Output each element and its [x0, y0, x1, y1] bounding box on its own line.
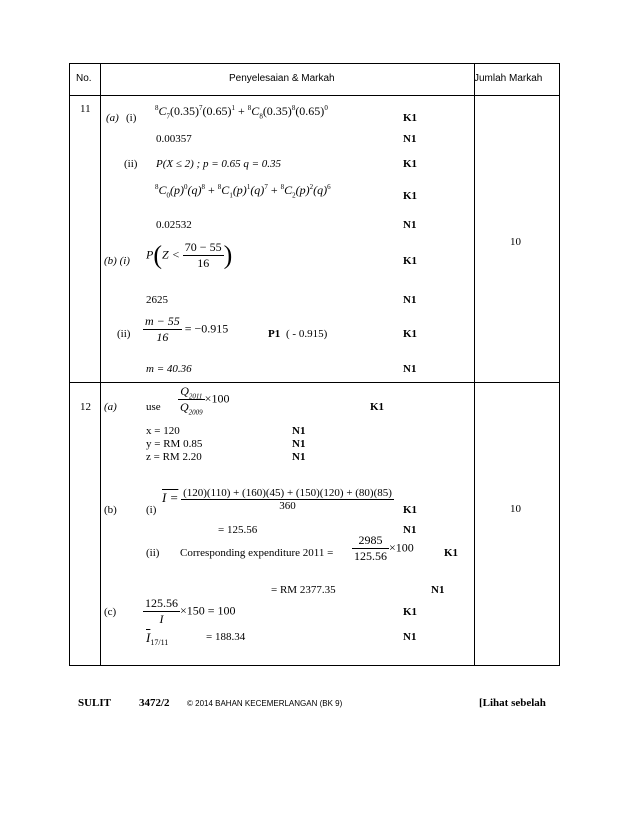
- q12-b-i-answer-mark: N1: [403, 524, 417, 536]
- q11-b-ii-p1-note: ( - 0.915): [286, 328, 328, 340]
- q11-a-ii-terms: $^8C_0(p)^0(q)^8 + ^8C_1(p)^1(q)^7 + ^8C_2(p)^2(q)^6$: [155, 183, 331, 200]
- q12-c-mark: K1: [403, 606, 418, 618]
- q12-a-index-formula: $\frac{Q_{2011}}{Q_{2009}}$ ×100: [180, 384, 230, 417]
- footer-sulit: SULIT: [78, 697, 112, 709]
- footer-paper-code: 3472/2: [139, 697, 170, 709]
- q11-no-cell: [70, 96, 101, 383]
- header-total: Jumlah Markah: [474, 73, 543, 84]
- q11-b-i-answer: 2625: [146, 294, 168, 306]
- q12-b-i-label: (i): [146, 504, 157, 516]
- q11-b-ii-p1-mark: P1: [268, 328, 281, 340]
- q12-a-mark: K1: [370, 401, 385, 413]
- q11-b-ii-answer-mark: N1: [403, 363, 417, 375]
- q11-number: 11: [80, 103, 91, 115]
- q12-b-i-answer: = 125.56: [218, 524, 258, 536]
- q11-a-i-answer: 0.00357: [156, 133, 192, 145]
- q12-c-answer: = 188.34: [206, 631, 246, 643]
- q12-c-label: (c): [104, 606, 117, 618]
- q11-a-label: (a): [106, 112, 119, 124]
- header-solution: Penyelesaian & Markah: [229, 73, 335, 84]
- footer-next-page: [Lihat sebelah: [479, 697, 546, 709]
- q12-b-i-expression: I = $\frac{(120)(110) + (160)(45) + (150)(120) + (80)(85)}{360}$: [162, 487, 392, 512]
- q12-c-answer-mark: N1: [403, 631, 417, 643]
- q12-a-z: z = RM 2.20: [146, 451, 202, 463]
- q12-a-use: use: [146, 401, 161, 413]
- q12-a-z-mark: N1: [292, 451, 306, 463]
- q11-a-i-answer-mark: N1: [403, 133, 417, 145]
- q11-a-i-label: (i): [126, 112, 137, 124]
- header-no: No.: [76, 73, 92, 84]
- q11-b-ii-answer: m = 40.36: [146, 363, 192, 375]
- q12-no-cell: [70, 383, 101, 666]
- q12-a-y-mark: N1: [292, 438, 306, 450]
- q11-a-ii-answer-mark: N1: [403, 219, 417, 231]
- q12-number: 12: [80, 401, 91, 413]
- marking-scheme-table: [69, 63, 560, 666]
- q11-a-ii-expression: P(X ≤ 2) ; p = 0.65 q = 0.35: [156, 158, 282, 170]
- q12-b-ii-fraction: $\frac{2985}{125.56}$ ×100: [354, 533, 414, 563]
- q12-b-ii-answer: = RM 2377.35: [271, 584, 336, 596]
- q12-b-ii-answer-mark: N1: [431, 584, 445, 596]
- q11-a-ii-mark: K1: [403, 158, 418, 170]
- q12-b-label: (b): [104, 504, 117, 516]
- q12-a-x: x = 120: [146, 425, 180, 437]
- q11-b-ii-expression: $\frac{m - 55}{16}$ = −0.915: [145, 314, 229, 344]
- q11-b-ii-label: (ii): [117, 328, 131, 340]
- q11-b-i-label: (b) (i): [104, 255, 130, 267]
- q11-a-i-expression: $^8C_7(0.35)^7(0.65)^1 + ^8C_8(0.35)^8(0.65)^0$: [155, 104, 328, 121]
- q12-c-answer-label: $\overline{I}_{17/11}$: [146, 630, 169, 648]
- footer-copyright: © 2014 BAHAN KECEMERLANGAN (BK 9): [187, 699, 343, 708]
- q12-a-x-mark: N1: [292, 425, 306, 437]
- q12-total-cell: [475, 383, 560, 666]
- q11-a-i-mark: K1: [403, 112, 418, 124]
- q12-b-ii-label: (ii): [146, 547, 160, 559]
- q12-b-ii-text: Corresponding expenditure 2011 =: [180, 547, 334, 559]
- q12-c-expression: $\frac{125.56}{I}$ ×150 = 100: [145, 596, 236, 626]
- q12-b-i-mark: K1: [403, 504, 418, 516]
- q12-total-marks: 10: [510, 503, 521, 515]
- q11-a-ii-answer: 0.02532: [156, 219, 192, 231]
- q11-total-marks: 10: [510, 236, 521, 248]
- q11-a-ii-label: (ii): [124, 158, 138, 170]
- q12-a-label: (a): [104, 401, 117, 413]
- q12-b-ii-mark: K1: [444, 547, 459, 559]
- q11-b-i-answer-mark: N1: [403, 294, 417, 306]
- q11-b-i-expression: P(Z < $\frac{70 - 55}{16}$ ): [146, 240, 233, 270]
- q11-a-ii-terms-mark: K1: [403, 190, 418, 202]
- q11-b-i-mark: K1: [403, 255, 418, 267]
- q12-a-y: y = RM 0.85: [146, 438, 203, 450]
- q11-b-ii-mark: K1: [403, 328, 418, 340]
